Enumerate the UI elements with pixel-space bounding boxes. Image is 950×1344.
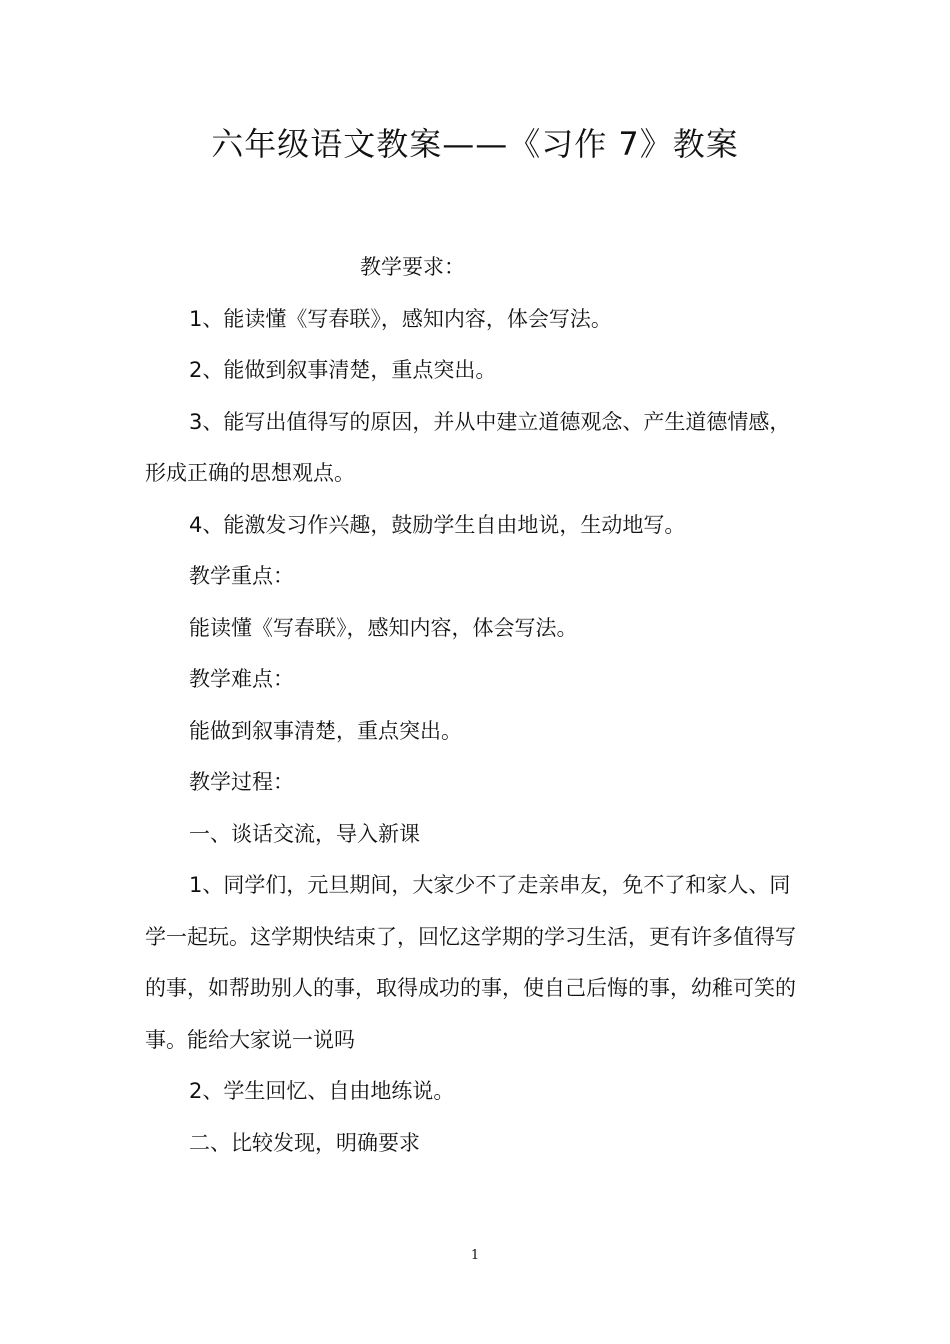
document-body — [145, 242, 805, 1169]
paragraph: 1、同学们，元旦期间，大家少不了走亲串友，免不了和家人、同学一起玩。这学期快结束了，回忆这学期的学习生活，更有许多值得写的事，如帮助别人的事，取得成功的事，使自己后悔的事，幼稚可笑的事。能给大家说一说吗 — [145, 873, 796, 1052]
section-heading-difficulties: 教学难点： — [189, 667, 294, 691]
paragraph: 3、能写出值得写的原因，并从中建立道德观念、产生道德情感，形成正确的思想观点。 — [145, 409, 791, 485]
paragraph: 能做到叙事清楚，重点突出。 — [189, 718, 462, 743]
paragraph: 1、能读懂《写春联》，感知内容，体会写法。 — [189, 306, 612, 331]
section-heading-process: 教学过程： — [189, 770, 294, 794]
section-heading-key-points: 教学重点： — [189, 564, 294, 588]
paragraph: 2、能做到叙事清楚，重点突出。 — [189, 358, 497, 382]
page-number: 1 — [470, 1248, 480, 1263]
paragraph: 4、能激发习作兴趣，鼓励学生自由地说，生动地写。 — [189, 512, 686, 537]
step-heading: 一、谈话交流，导入新课 — [189, 821, 420, 846]
document-title: 六年级语文教案——《习作 7》教案 — [211, 125, 739, 163]
step-heading: 二、比较发现，明确要求 — [189, 1130, 420, 1155]
section-heading-requirements: 教学要求： — [360, 255, 465, 279]
paragraph: 能读懂《写春联》，感知内容，体会写法。 — [189, 615, 578, 640]
paragraph: 2、学生回忆、自由地练说。 — [189, 1079, 455, 1103]
